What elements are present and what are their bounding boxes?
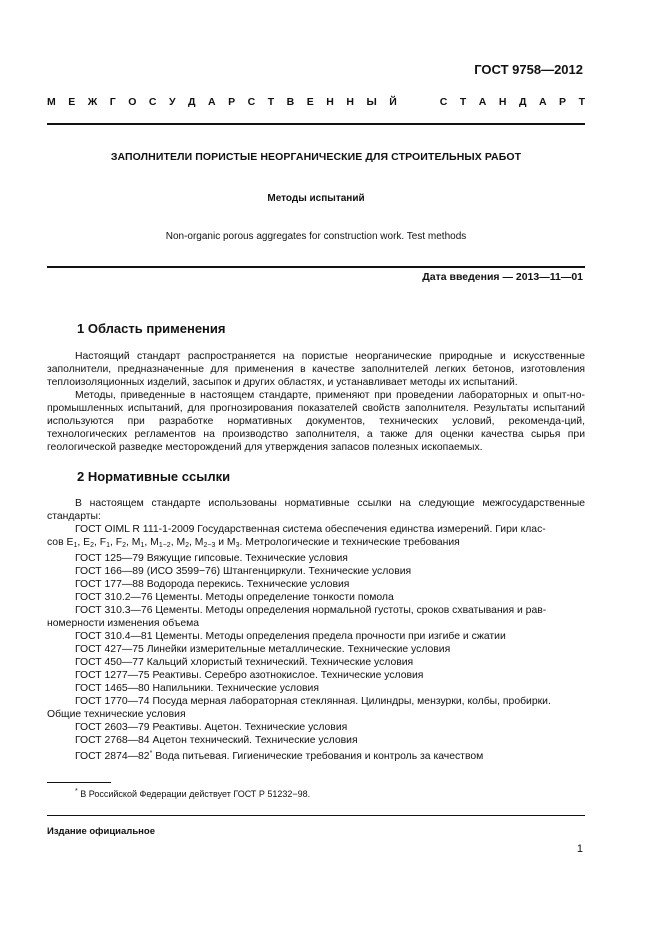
ref-3103-line-2: номерности изменения объема [47, 618, 200, 629]
page-number: 1 [576, 843, 583, 855]
interstate-letter: А [208, 96, 216, 108]
official-edition-label: Издание официальное [47, 826, 155, 837]
interstate-letter: Р [559, 96, 567, 108]
interstate-letter: Д [518, 96, 527, 108]
reference-item: ГОСТ 1465—80 Напильники. Технические условия [75, 683, 319, 694]
section-2-intro: В настоящем стандарте использованы нормативные ссылки на следующие межгосударственные стандарты: [47, 498, 585, 522]
interstate-letter: У [168, 96, 176, 108]
interstate-letter: А [478, 96, 487, 108]
interstate-letter: А [538, 96, 547, 108]
section-1-title: 1 Область применения [77, 321, 226, 336]
ref-1770-line-2: Общие технические условия [47, 709, 186, 720]
reference-item: ГОСТ 177—88 Водорода перекись. Технические условия [75, 579, 350, 590]
interstate-letter: Д [188, 96, 196, 108]
interstate-letter: Т [459, 96, 467, 108]
interstate-standard-heading [47, 96, 585, 108]
interstate-letter: О [128, 96, 137, 108]
section-1-body [47, 350, 585, 454]
interstate-letter: Ы [366, 96, 377, 108]
ref-1770-line-1: ГОСТ 1770—74 Посуда мерная лабораторная стеклянная. Цилиндры, мензурки, колбы, пробирки. [75, 696, 551, 707]
section-1-paragraph-2: Методы, приведенные в настоящем стандарте, применяют при проведении лабораторных и опыт-но-промышленных испытаний, для прогнозирования показателей свойств заполнителя. Результаты испытаний используются при разработке нормативных документов, технических условий, рекоменда-ций, технологических регламентов на производство заполнителя, а также для оценки качества сырья при геологической разведке месторождений для утверждения запасов полезных ископаемых. [47, 390, 585, 453]
interstate-letter: Е [68, 96, 76, 108]
footnote-rule [47, 782, 111, 783]
ref-oiml-line-2: сов $E_1$, $E_2$, $F_1$, $F_2$, $M_1$, $M_{1-2}$, $M_2$, $M_{2-3}$ и $M_3$. Метрологические и технические требования [47, 537, 460, 549]
title-rule [47, 266, 585, 268]
header-rule [47, 123, 585, 125]
reference-item: ГОСТ 427—75 Линейки измерительные металлические. Технические условия [75, 644, 451, 655]
interstate-letter: С [148, 96, 157, 108]
interstate-letter: Ж [87, 96, 98, 108]
section-2-title: 2 Нормативные ссылки [77, 469, 231, 484]
word-gap [409, 96, 427, 108]
reference-item: ГОСТ 1277—75 Реактивы. Серебро азотнокислое. Технические условия [75, 670, 424, 681]
interstate-letter: С [439, 96, 448, 108]
reference-item: ГОСТ 166—89 (ИСО 3599−76) Штангенциркули. Технические условия [75, 566, 412, 577]
interstate-letter: Й [389, 96, 397, 108]
document-title: ЗАПОЛНИТЕЛИ ПОРИСТЫЕ НЕОРГАНИЧЕСКИЕ ДЛЯ СТРОИТЕЛЬНЫХ РАБОТ [110, 151, 522, 163]
reference-item: ГОСТ 310.4—81 Цементы. Методы определения предела прочности при изгибе и сжатии [75, 631, 506, 642]
footnote-marker[interactable]: * [149, 750, 153, 757]
reference-item: ГОСТ 2603—79 Реактивы. Ацетон. Технические условия [75, 722, 348, 733]
interstate-letter: Н [346, 96, 354, 108]
reference-item: ГОСТ 310.2—76 Цементы. Методы определение тонкости помола [75, 592, 394, 603]
gost-code: ГОСТ 9758—2012 [474, 62, 583, 77]
interstate-letter: Т [267, 96, 275, 108]
interstate-letter: Г [109, 96, 116, 108]
ref-oiml-line-1: ГОСТ OIML R 111-1-2009 Государственная система обеспечения единства измерений. Гири клас- [75, 524, 546, 535]
interstate-letter: Е [306, 96, 314, 108]
introduction-date: Дата введения — 2013—11—01 [422, 271, 583, 283]
reference-item: ГОСТ 450—77 Кальций хлористый технический. Технические условия [75, 657, 414, 668]
reference-item: ГОСТ 125—79 Вяжущие гипсовые. Технические условия [75, 553, 348, 564]
ref-3103-line-1: ГОСТ 310.3—76 Цементы. Методы определения нормальной густоты, сроков схватывания и рав- [75, 605, 547, 616]
document-subtitle: Методы испытаний [267, 193, 365, 204]
reference-item: ГОСТ 2768—84 Ацетон технический. Технические условия [75, 735, 358, 746]
interstate-letter: Р [228, 96, 236, 108]
ref-2874: ГОСТ 2874—82* Вода питьевая. Гигиенические требования и контроль за качеством [75, 750, 484, 762]
interstate-letter: С [247, 96, 256, 108]
footnote: * В Российской Федерации действует ГОСТ Р 51232−98. [75, 788, 311, 799]
footer-rule [47, 815, 585, 816]
interstate-letter: Н [326, 96, 334, 108]
interstate-letter: Т [578, 96, 585, 108]
section-1-paragraph-1: Настоящий стандарт распространяется на пористые неорганические природные и искусственные заполнители, предназначенные для применения в качестве заполнителей легких бетонов, изготовления теплоизоляционных изделий, засыпок и других областях, и устанавливает методы их испытаний. [47, 351, 585, 388]
section-2-body [47, 497, 585, 763]
english-title: Non-organic porous aggregates for construction work. Test methods [165, 231, 467, 242]
interstate-letter: Н [498, 96, 507, 108]
interstate-letter: В [286, 96, 295, 108]
interstate-letter: М [47, 96, 56, 108]
